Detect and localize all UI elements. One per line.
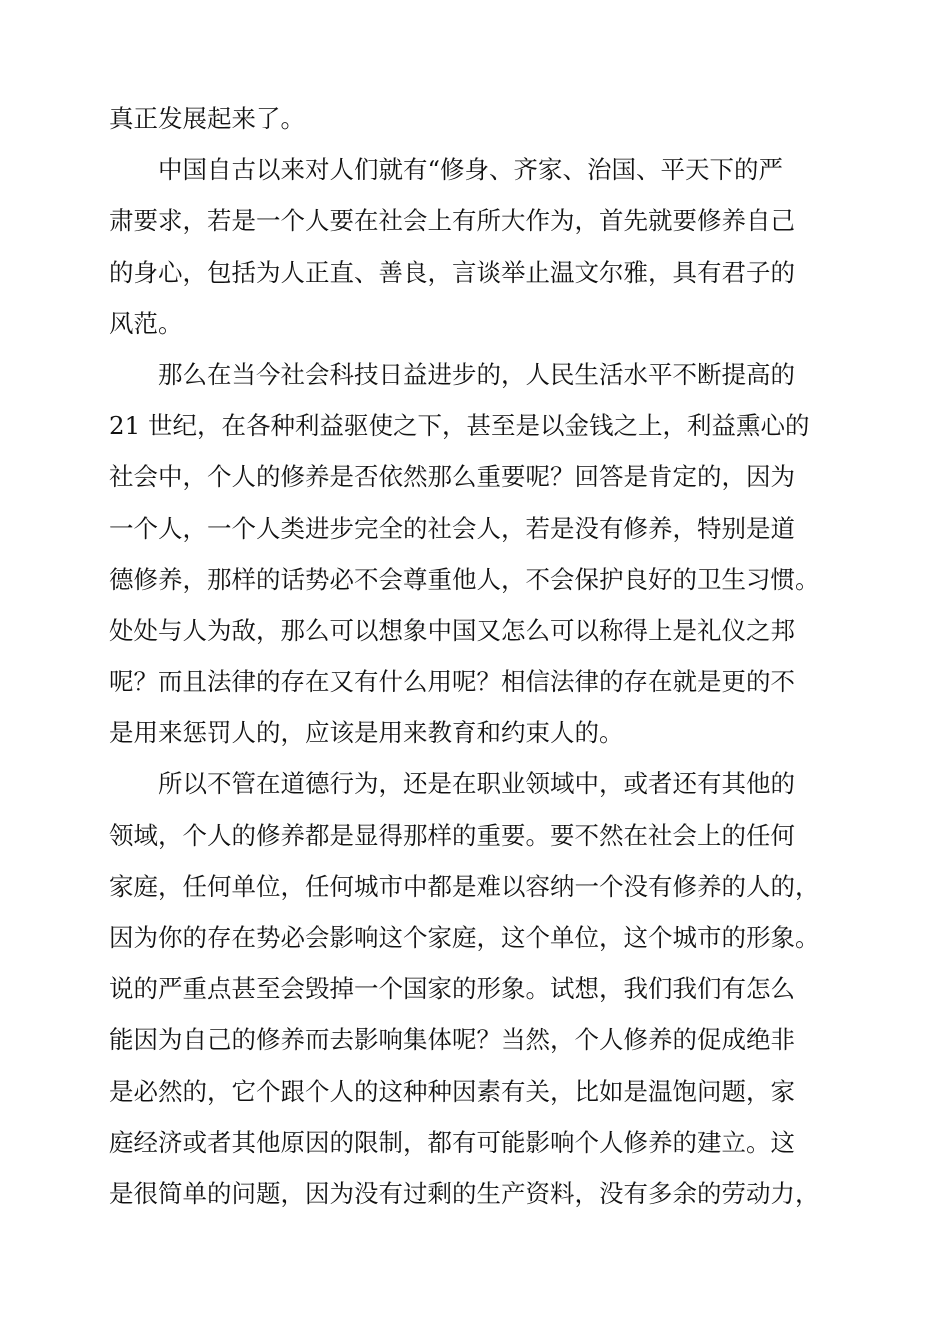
- text-line: 那么在当今社会科技日益进步的，人民生活水平不断提高的: [109, 359, 795, 389]
- text-line: 社会中，个人的修养是否依然那么重要呢？回答是肯定的，因为: [109, 462, 795, 492]
- text-line: 21 世纪，在各种利益驱使之下，甚至是以金钱之上，利益熏心的: [109, 411, 810, 441]
- text-line: 领域，个人的修养都是显得那样的重要。要不然在社会上的任何: [109, 820, 795, 850]
- text-line: 能因为自己的修养而去影响集体呢？当然，个人修养的促成绝非: [109, 1025, 795, 1055]
- text-line: 一个人，一个人类进步完全的社会人，若是没有修养，特别是道: [109, 513, 795, 543]
- text-line: 的身心，包括为人正直、善良，言谈举止温文尔雅，具有君子的: [109, 257, 795, 287]
- text-line: 德修养，那样的话势必不会尊重他人，不会保护良好的卫生习惯。: [109, 564, 820, 594]
- text-line: 处处与人为敌，那么可以想象中国又怎么可以称得上是礼仪之邦: [109, 615, 795, 645]
- text-line: 是很简单的问题，因为没有过剩的生产资料，没有多余的劳动力，: [109, 1178, 820, 1208]
- text-line: 说的严重点甚至会毁掉一个国家的形象。试想，我们我们有怎么: [109, 974, 795, 1004]
- text-line: 肃要求，若是一个人要在社会上有所大作为，首先就要修养自己: [109, 206, 795, 236]
- text-line: 风范。: [109, 308, 183, 338]
- text-line: 所以不管在道德行为，还是在职业领域中，或者还有其他的: [109, 769, 795, 799]
- text-line: 是用来惩罚人的，应该是用来教育和约束人的。: [109, 718, 624, 748]
- body-text: [109, 93, 839, 1219]
- text-line: 家庭，任何单位，任何城市中都是难以容纳一个没有修养的人的，: [109, 871, 820, 901]
- text-line: 因为你的存在势必会影响这个家庭，这个单位，这个城市的形象。: [109, 923, 820, 952]
- text-line: 真正发展起来了。: [109, 104, 305, 133]
- text-line: 中国自古以来对人们就有“修身、齐家、治国、平天下的严: [109, 155, 784, 185]
- text-line: 庭经济或者其他原因的限制，都有可能影响个人修养的建立。这: [109, 1127, 795, 1157]
- text-line: 是必然的，它个跟个人的这种种因素有关，比如是温饱问题，家: [109, 1076, 795, 1106]
- text-line: 呢？而且法律的存在又有什么用呢？相信法律的存在就是更的不: [109, 667, 795, 697]
